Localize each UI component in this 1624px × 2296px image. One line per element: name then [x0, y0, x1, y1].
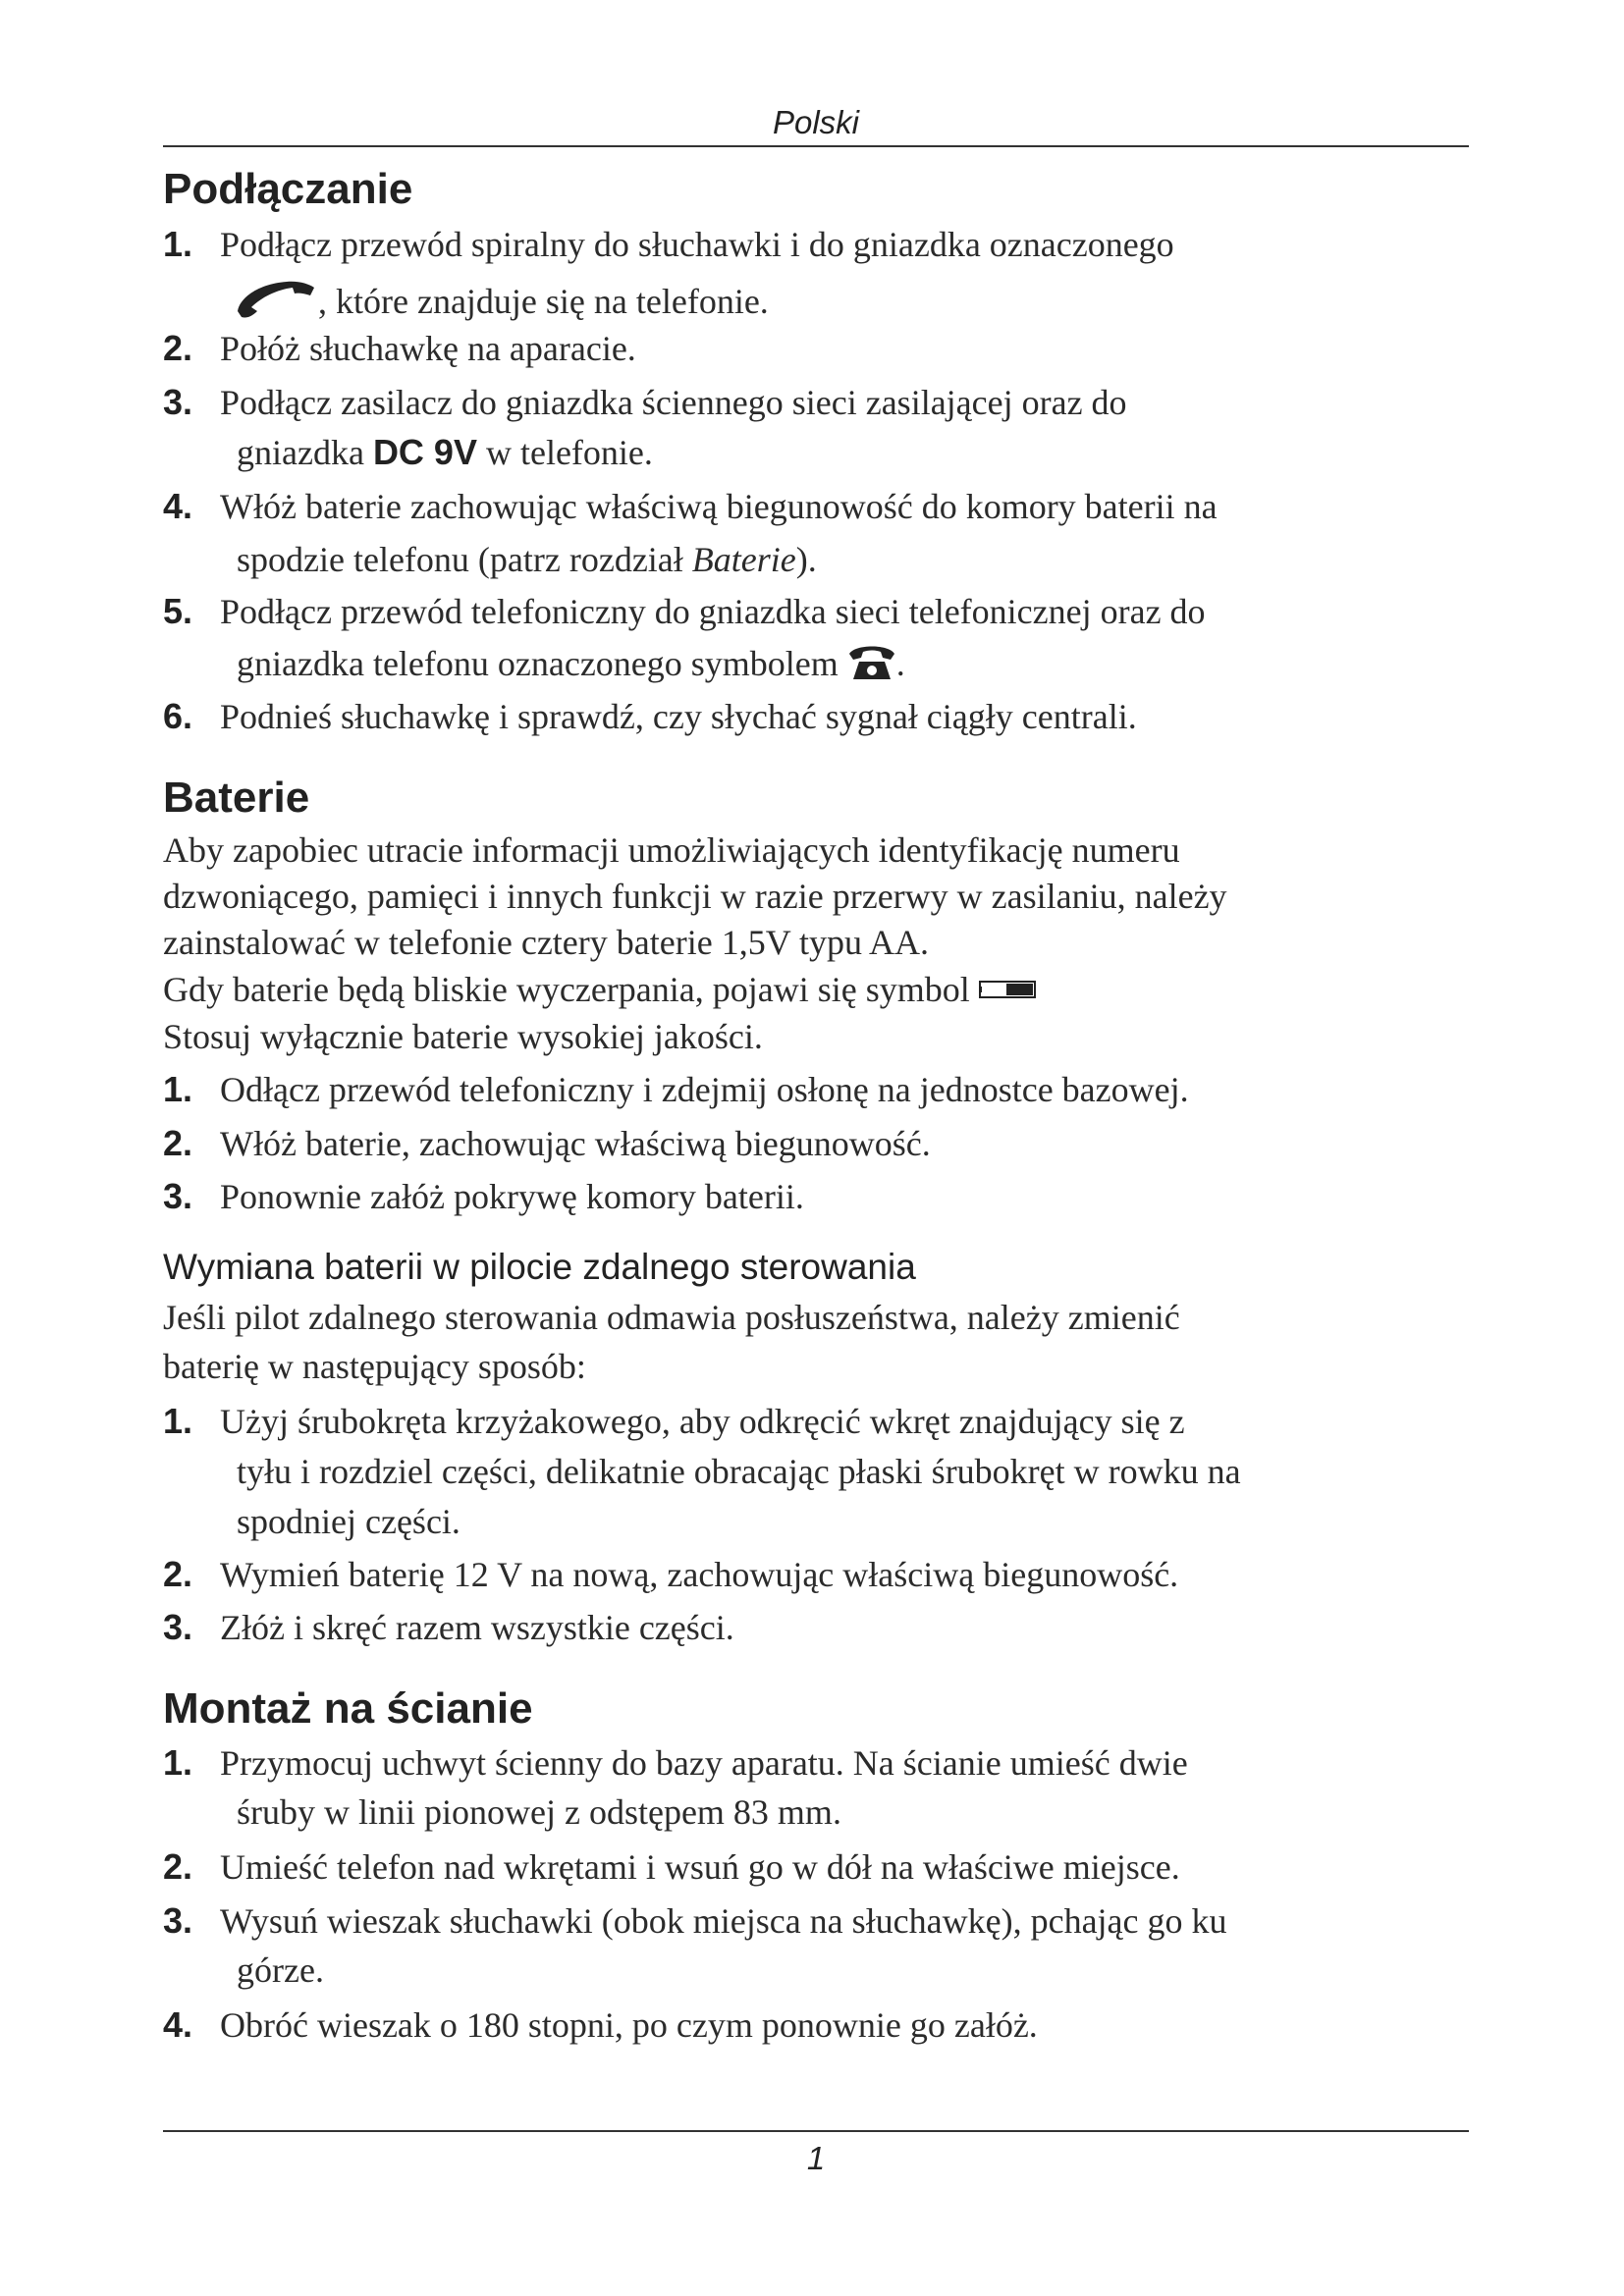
step-number: 3. [163, 1900, 193, 1941]
list-item-continuation: tyłu i rozdziel części, delikatnie obracając płaski śrubokręt w rowku na [237, 1452, 1241, 1491]
step-text: Złóż i skręć razem wszystkie części. [220, 1608, 734, 1647]
footer-rule [163, 2130, 1469, 2132]
step-text: Obróć wieszak o 180 stopni, po czym ponownie go załóż. [220, 2005, 1038, 2045]
step-text: Użyj śrubokręta krzyżakowego, aby odkręcić wkręt znajdujący się z [220, 1402, 1185, 1441]
page-number: 1 [806, 2140, 826, 2176]
paragraph-line: dzwoniącego, pamięci i innych funkcji w razie przerwy w zasilaniu, należy [163, 877, 1227, 916]
paragraph-line: zainstalować w telefonie cztery baterie 1,5V typu AA. [163, 923, 930, 962]
list-item [163, 329, 636, 368]
paragraph-line: Stosuj wyłącznie baterie wysokiej jakości. [163, 1017, 763, 1056]
step-text: Podłącz przewód telefoniczny do gniazdka sieci telefonicznej oraz do [220, 592, 1206, 631]
step-text: Podłącz zasilacz do gniazdka ściennego sieci zasilającej oraz do [220, 383, 1127, 422]
step-number: 3. [163, 1176, 193, 1216]
paragraph-line: Aby zapobiec utracie informacji umożliwiających identyfikację numeru [163, 830, 1180, 870]
step-number: 6. [163, 696, 193, 736]
step-text: Odłącz przewód telefoniczny i zdejmij osłonę na jednostce bazowej. [220, 1070, 1189, 1109]
paragraph-line: baterię w następujący sposób: [163, 1347, 586, 1386]
step-text: Połóż słuchawkę na aparacie. [220, 329, 636, 368]
list-item-continuation [237, 433, 653, 472]
telephone-icon [847, 640, 896, 689]
list-item [163, 1555, 1178, 1594]
step-number: 1. [163, 1742, 193, 1783]
step-text: Włóż baterie, zachowując właściwą biegunowość. [220, 1124, 931, 1163]
step-number: 1. [163, 1069, 193, 1109]
step-text: Włóż baterie zachowując właściwą biegunowość do komory baterii na [220, 487, 1218, 526]
step-text: Przymocuj uchwyt ścienny do bazy aparatu. Na ścianie umieść dwie [220, 1743, 1188, 1783]
list-item [163, 1070, 1189, 1109]
list-item [163, 697, 1137, 736]
step-text: spodzie telefonu (patrz rozdział [237, 540, 692, 579]
list-item-continuation: górze. [237, 1950, 324, 1990]
step-number: 3. [163, 1607, 193, 1647]
list-item-continuation [237, 640, 905, 689]
step-number: 2. [163, 1554, 193, 1594]
step-number: 4. [163, 486, 193, 526]
paragraph-line: Jeśli pilot zdalnego sterowania odmawia posłuszeństwa, należy zmienić [163, 1298, 1180, 1337]
step-number: 2. [163, 1123, 193, 1163]
low-battery-icon [979, 970, 1040, 1009]
step-text: Wysuń wieszak słuchawki (obok miejsca na słuchawkę), pchając go ku [220, 1901, 1227, 1941]
step-text: . [895, 644, 905, 683]
list-item [163, 383, 1127, 422]
list-item-continuation [237, 540, 817, 579]
subsection-title-remote: Wymiana baterii w pilocie zdalnego sterowania [163, 1247, 916, 1287]
list-item [163, 1901, 1227, 1941]
handset-icon [234, 276, 318, 327]
step-number: 3. [163, 382, 193, 422]
list-item-continuation: spodniej części. [237, 1502, 460, 1541]
list-item [163, 592, 1206, 631]
header-language: Polski [772, 104, 860, 140]
header-rule [163, 145, 1469, 147]
list-item [163, 487, 1218, 526]
list-item [163, 1124, 931, 1163]
dc-jack-label: DC 9V [372, 432, 477, 472]
step-text: w telefonie. [476, 433, 653, 472]
step-number: 1. [163, 1401, 193, 1441]
list-item [163, 1743, 1188, 1783]
step-number: 4. [163, 2004, 193, 2045]
step-text: ). [795, 540, 817, 579]
step-text: Podłącz przewód spiralny do słuchawki i do gniazdka oznaczonego [220, 225, 1174, 264]
section-title-connecting: Podłączanie [163, 165, 413, 213]
list-item [163, 1847, 1180, 1887]
step-text: , które znajduje się na telefonie. [318, 282, 769, 321]
step-number: 2. [163, 1846, 193, 1887]
step-text: gniazdka telefonu oznaczonego symbolem [237, 644, 847, 683]
list-item-continuation: śruby w linii pionowej z odstępem 83 mm. [237, 1792, 841, 1832]
list-item [163, 2005, 1038, 2045]
step-number: 2. [163, 328, 193, 368]
step-text: Ponownie załóż pokrywę komory baterii. [220, 1177, 804, 1216]
paragraph-text: Gdy baterie będą bliskie wyczerpania, pojawi się symbol [163, 970, 979, 1009]
step-text: Umieść telefon nad wkrętami i wsuń go w dół na właściwe miejsce. [220, 1847, 1180, 1887]
step-text: gniazdka [237, 433, 373, 472]
step-number: 1. [163, 224, 193, 264]
section-title-wall-mounting: Montaż na ścianie [163, 1684, 533, 1733]
list-item [163, 1608, 734, 1647]
list-item [163, 1177, 804, 1216]
list-item [163, 225, 1174, 264]
section-reference: Baterie [691, 540, 796, 579]
list-item-continuation [234, 276, 769, 327]
list-item [163, 1402, 1185, 1441]
step-number: 5. [163, 591, 193, 631]
section-title-batteries: Baterie [163, 774, 310, 822]
paragraph-line [163, 970, 1040, 1009]
step-text: Podnieś słuchawkę i sprawdź, czy słychać sygnał ciągły centrali. [220, 697, 1137, 736]
step-text: Wymień baterię 12 V na nową, zachowując właściwą biegunowość. [220, 1555, 1179, 1594]
